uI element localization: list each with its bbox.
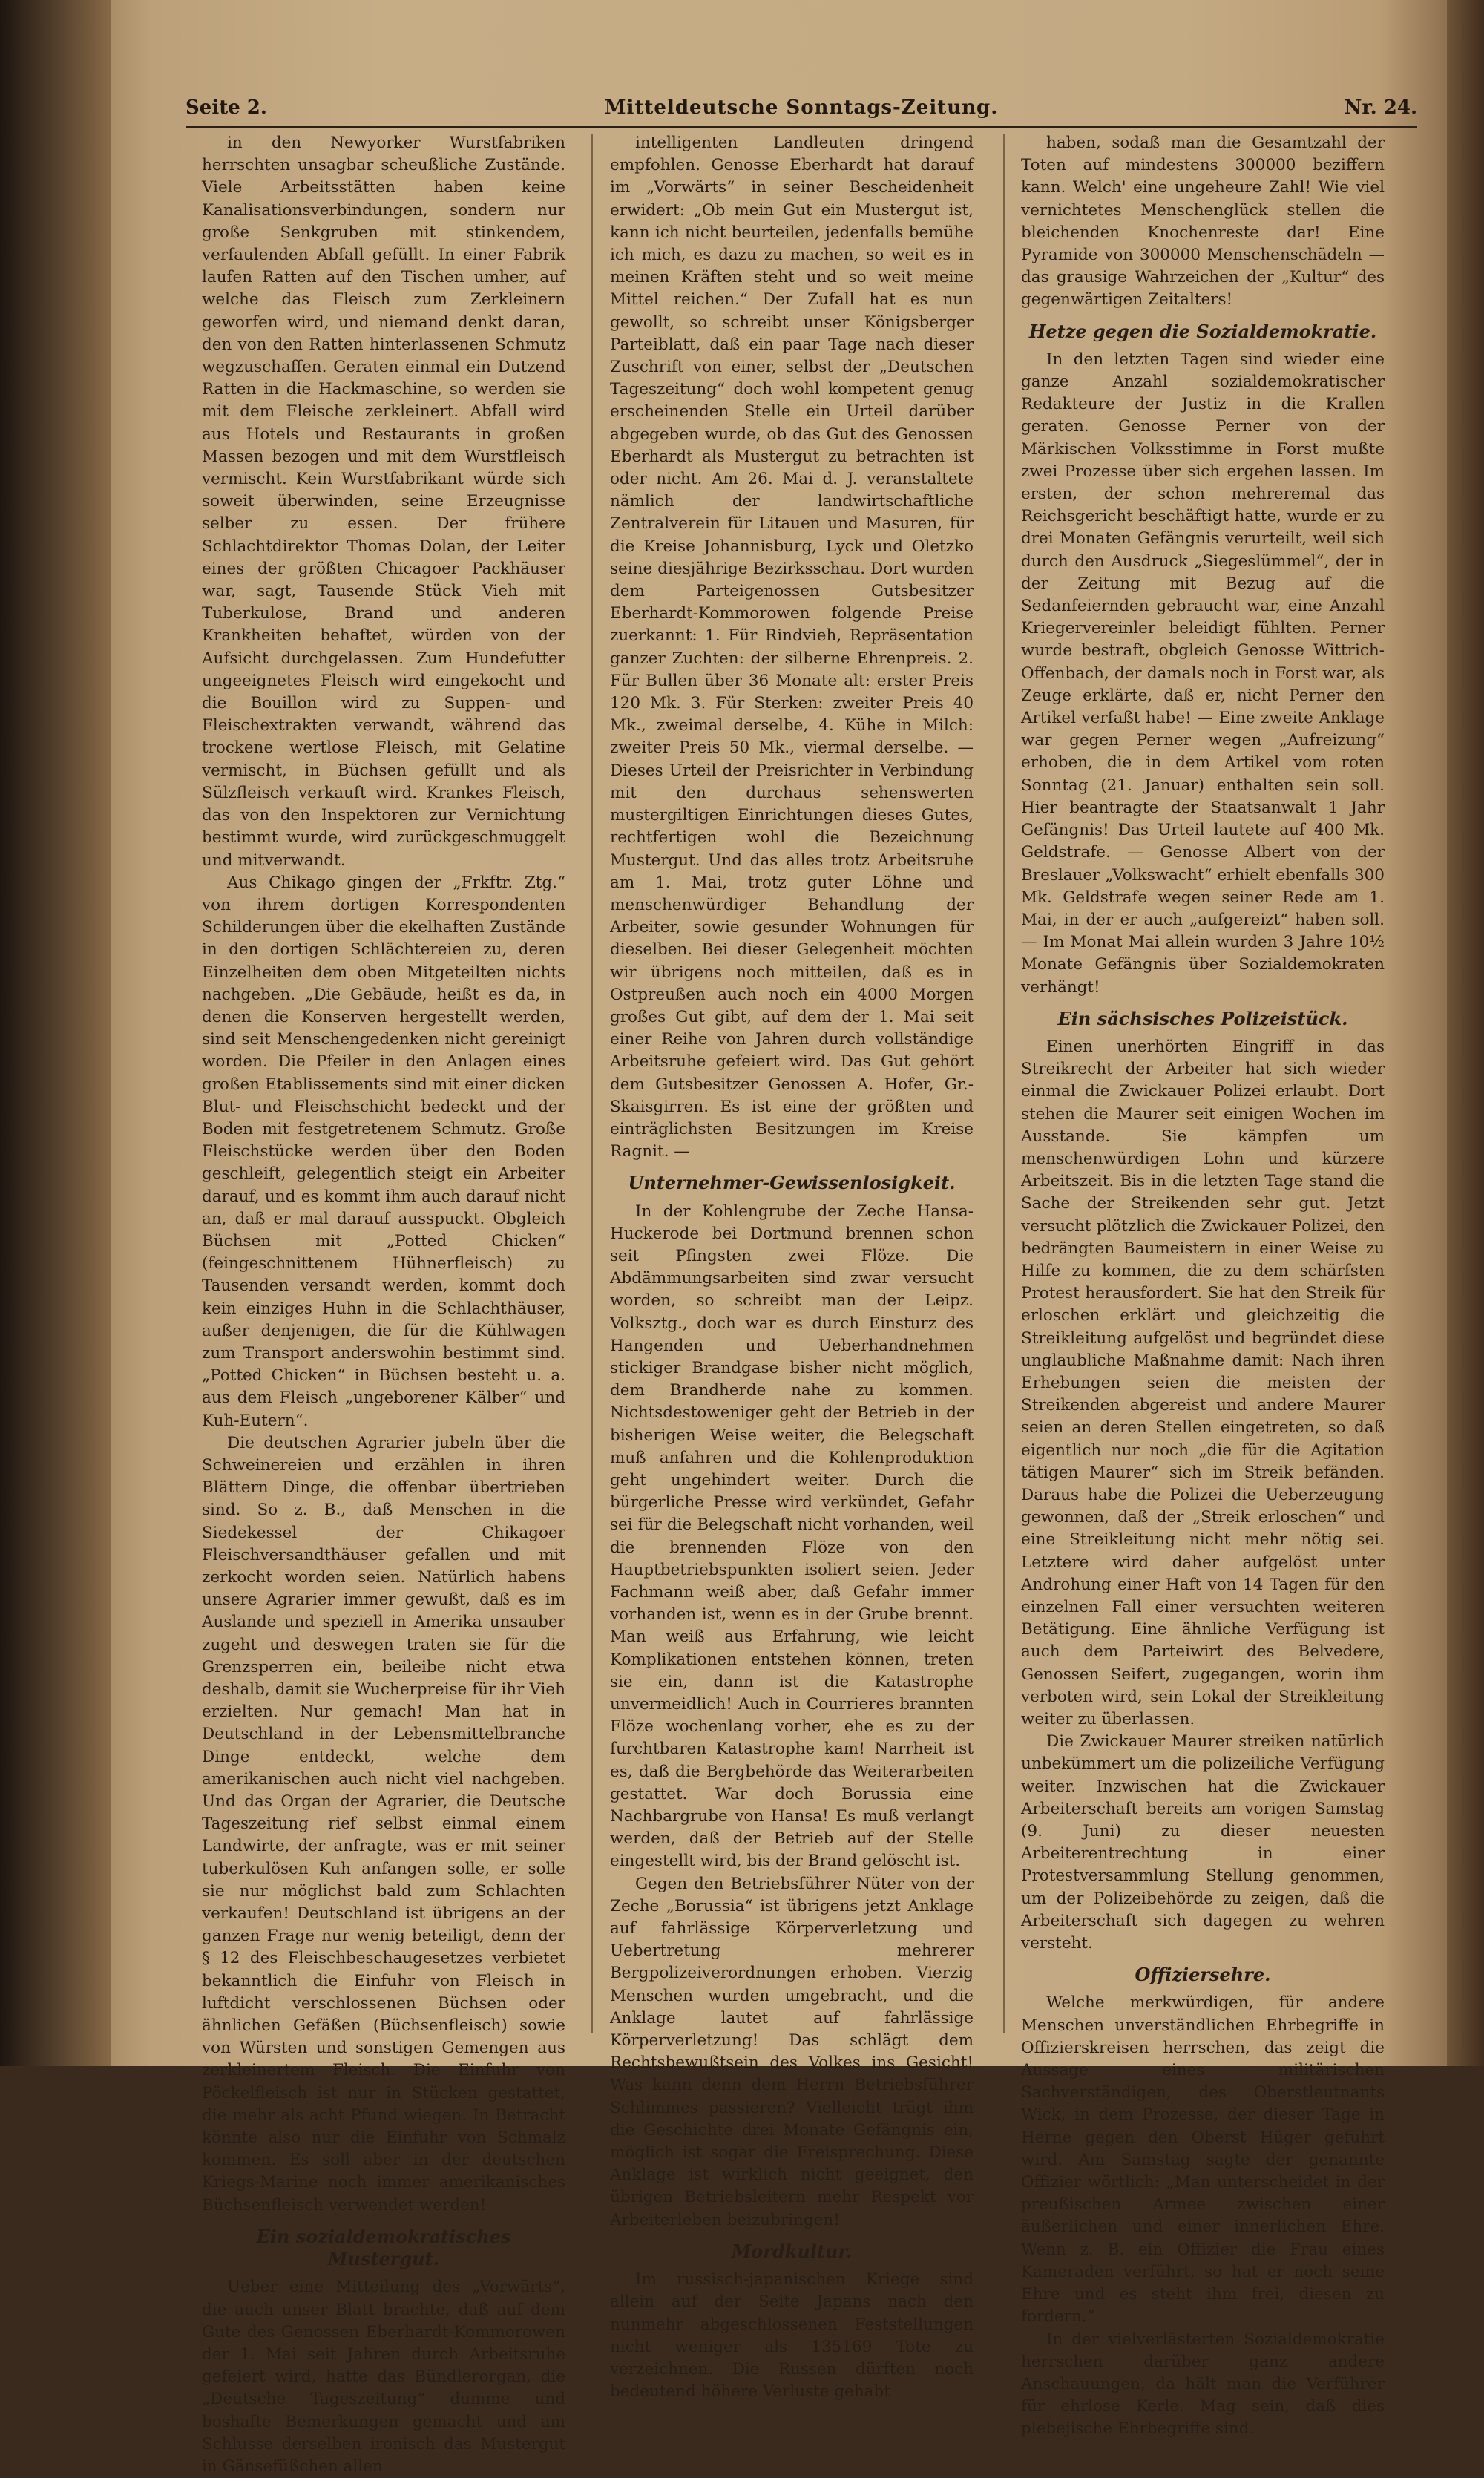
newspaper-title: Mitteldeutsche Sonntags-Zeitung.: [604, 96, 999, 119]
article-paragraph: in den Newyorker Wurstfabriken herrschten unsagbar scheußliche Zustände. Viele Arbeitsstätten haben keine Kanalisationsverbindungen, sondern nur große Senkgruben mit stinkendem, verfaulenden Abfall gefüllt. In einer Fabrik laufen Ratten auf den Tischen umher, auf welche das Fleisch zum Zerkleinern geworfen wird, und niemand denkt daran, den von den Ratten hinterlassenen Schmutz wegzuschaffen. Geraten einmal ein Dutzend Ratten in die Hackmaschine, so werden sie mit dem Fleische zerkleinert. Abfall wird aus Hotels und Restaurants in großen Massen bezogen und mit dem Wurstfleisch vermischt. Kein Wurstfabrikant würde sich soweit überwinden, seine Erzeugnisse selber zu essen. Der frühere Schlachtdirektor Thomas Dolan, der Leiter eines der größten Chicagoer Packhäuser war, sagt, Tausende Stück Vieh mit Tuberkulose, Brand und anderen Krankheiten behaftet, würden von der Aufsicht durchgelassen. Zum Hundefutter ungeeignetes Fleisch wird eingekocht und die Bouillon wird zu Suppen- und Fleischextrakten verwandt, während das trockene wertlose Fleisch, mit Gelatine vermischt, in Büchsen gefüllt und als Sülzfleisch verkauft wird. Krankes Fleisch, das von den Inspektoren zur Vernichtung bestimmt wurde, wird zurückgeschmuggelt und mitverwandt.: [202, 134, 565, 870]
article-headline: Ein sächsisches Polizeistück.: [1057, 1007, 1348, 1029]
article-paragraph: Aus Chikago gingen der „Frkftr. Ztg.“ von ihrem dortigen Korrespondenten Schilderungen über die ekelhaften Zustände in den dortigen Schlächtereien zu, deren Einzelheiten dem oben Mitgeteilten nichts nachgeben. „Die Gebäude, heißt es da, in denen die Konserven hergestellt werden, sind seit Menschengedenken nicht gereinigt worden. Die Pfeiler in den Anlagen eines großen Etablissements sind mit einer dicken Blut- und Fleischschicht bedeckt und der Boden mit festgetretenem Schmutz. Große Fleischstücke werden über den Boden geschleift, gelegentlich steigt ein Arbeiter darauf, und es kommt ihm auch darauf nicht an, daß er mal darauf ausspuckt. Obgleich Büchsen mit „Potted Chicken“ (feingeschnittenem Hühnerfleisch) zu Tausenden versandt werden, kommt doch kein einziges Huhn in die Schlachthäuser, außer denjenigen, die für die Kühlwagen zum Transport anderswohin bestimmt sind. „Potted Chicken“ in Büchsen besteht u. a. aus dem Fleisch „ungeborener Kälber“ und Kuh-Eutern“.: [202, 873, 565, 1430]
article-paragraph: In der Kohlengrube der Zeche Hansa-Huckerode bei Dortmund brennen schon seit Pfingsten zwei Flöze. Die Abdämmungsarbeiten sind zwar versucht worden, so schreibt man der Leipz. Volksztg., doch war es durch Einsturz des Hangenden und Ueberhandnehmen stickiger Brandgase bisher nicht möglich, dem Brandherde nahe zu kommen. Nichtsdestoweniger geht der Betrieb in der bisherigen Weise weiter, die Belegschaft muß anfahren und die Kohlenproduktion geht ungehindert weiter. Durch die bürgerliche Presse wird verkündet, Gefahr sei für die Belegschaft nicht vorhanden, weil die brennenden Flöze von den Hauptbetriebspunkten isoliert seien. Jeder Fachmann weiß aber, daß Gefahr immer vorhanden ist, wenn es in der Grube brennt. Man weiß aus Erfahrung, wie leicht Komplikationen entstehen können, treten sie ein, dann ist die Katastrophe unvermeidlich! Auch in Courrieres brannten Flöze wochenlang vorher, ehe es zu der furchtbaren Katastrophe kam! Narrheit ist es, daß die Bergbehörde das Weiterarbeiten gestattet. War doch Borussia eine Nachbargrube von Hansa! Es muß verlangt werden, daß der Betrieb auf der Stelle eingestellt wird, bis der Brand gelöscht ist.: [610, 1202, 974, 1871]
article-paragraph: In den letzten Tagen sind wieder eine ganze Anzahl sozialdemokratischer Redakteure der Justiz in die Krallen geraten. Genosse Perner von der Märkischen Volksstimme in Forst mußte zwei Prozesse über sich ergehen lassen. Im ersten, der schon mehreremal das Reichsgericht beschäftigt hatte, wurde er zu drei Monaten Gefängnis verurteilt, weil sich durch den Ausdruck „Siegeslümmel“, der in der Zeitung mit Bezug auf die Sedanfeiernden gebraucht war, eine Anzahl Kriegervereinler beleidigt fühlten. Perner wurde bestraft, obgleich Genosse Wittrich-Offenbach, der damals noch in Forst war, als Zeuge erklärte, daß er, nicht Perner den Artikel verfaßt habe! — Eine zweite Anklage war gegen Perner wegen „Aufreizung“ erhoben, die in dem Artikel vom roten Sonntag (21. Januar) enthalten sein soll. Hier beantragte der Staatsanwalt 1 Jahr Gefängnis! Das Urteil lautete auf 400 Mk. Geldstrafe. — Genosse Albert von der Breslauer „Volkswacht“ erhielt ebenfalls 300 Mk. Geldstrafe wegen seiner Rede am 1. Mai, in der er auch „aufgereizt“ haben soll. — Im Monat Mai allein wurden 3 Jahre 10½ Monate Gefängnis über Sozialdemokraten verhängt!: [1021, 350, 1385, 997]
column-divider: [1003, 134, 1005, 2033]
page-header: [186, 96, 1417, 126]
article-headline: Unternehmer-Gewissenlosigkeit.: [628, 1172, 956, 1194]
page-label: Seite 2.: [186, 96, 267, 119]
column-3: [1021, 132, 1385, 2439]
column-1: [202, 132, 565, 2476]
article-paragraph: Die deutschen Agrarier jubeln über die Schweinereien und erzählen in ihren Blättern Dinge, die offenbar übertrieben sind. So z. B., daß Menschen in die Siedekessel der Chikagoer Fleischversandthäuser gefallen und mit zerkocht worden seien. Natürlich habens unsere Agrarier immer gewußt, daß es im Auslande und speziell in Amerika unsauber zugeht und deswegen traten sie für die Grenzsperren ein, beileibe nicht etwa deshalb, damit sie Wucherpreise für ihr Vieh erzielten. Nur gemach! Man hat in Deutschland in der Lebensmittelbranche Dinge entdeckt, welche dem amerikanischen auch nicht viel nachgeben. Und das Organ der Agrarier, die Deutsche Tageszeitung rief selbst einmal einem Landwirte, der anfragte, was er mit seiner tuberkulösen Kuh anfangen solle, er solle sie nur möglichst bald zum Schlachten verkaufen! Deutschland ist übrigens an der ganzen Frage nur wenig beteiligt, denn der § 12 des Fleischbeschaugesetzes verbietet bekanntlich die Einfuhr von Fleisch in luftdicht verschlossenen Büchsen oder ähnlichen Gefäßen (Büchsenfleisch) sowie von Würsten und sonstigen Gemengen aus zerkleinertem Fleisch. Die Einfuhr von Pöckelfleisch ist nur in Stücken gestattet, die mehr als acht Pfund wiegen. In Betracht könnte also nur die Einfuhr von Schmalz kommen. Es soll aber in der deutschen Kriegs-Marine noch immer amerikanisches Büchsenfleisch verwendet werden!: [202, 1433, 565, 2215]
column-divider: [591, 134, 593, 2033]
header-rule: [186, 126, 1417, 128]
article-headline: Ein sozialdemokratisches Mustergut.: [256, 2225, 511, 2270]
article-headline: Mordkultur.: [731, 2240, 853, 2262]
article-paragraph: Welche merkwürdigen, für andere Menschen unverständlichen Ehrbegriffe in Offizierskreisen herrschen, das zeigt die Aussage eines militärischen Sachverständigen, des Oberstleutnants Wick, in dem Prozesse, der dieser Tage in Herne gegen den Oberst Hüger geführt wird. Am Samstag sagte der genannte Offizier wörtlich: „Man unterscheidet in der preußischen Armee zwischen einer äußerlichen und einer innerlichen Ehre. Wenn z. B. ein Offizier die Frau eines Kameraden verführt, so hat er noch seine Ehre und es steht ihm frei, diesen zu fordern.“: [1021, 1993, 1385, 2327]
article-headline: Offiziersehre.: [1135, 1964, 1271, 1986]
article-paragraph: Ueber eine Mitteilung des „Vorwärts“, die auch unser Blatt brachte, daß auf dem Gute des Genossen Eberhardt-Kommorowen der 1. Mai seit Jahren durch Arbeitsruhe gefeiert wird, hatte das Bündlerorgan, die „Deutsche Tageszeitung“ dumme und boshafte Bemerkungen gemacht und am Schlusse derselben ironisch das Mustergut in Gänsefüßchen allen: [202, 2278, 565, 2476]
article-paragraph: Gegen den Betriebsführer Nüter von der Zeche „Borussia“ ist übrigens jetzt Anklage auf fahrlässige Körperverletzung und Uebertretung mehrerer Bergpolizeiverordnungen erhoben. Vierzig Menschen wurden umgebracht, und die Anklage lautet auf fahrlässige Körperverletzung! Das schlägt dem Rechtsbewußtsein des Volkes ins Gesicht! Was kann denn dem Herrn Betriebsführer Schlimmes passieren? Vielleicht trägt ihm die Geschichte drei Monate Gefängnis ein, möglich ist sogar die Freisprechung. Diese Anklage ist wirklich nicht geeignet, den übrigen Betriebsleitern mehr Respekt vor Arbeiterleben beizubringen!: [610, 1874, 974, 2229]
article-headline: Hetze gegen die Sozialdemokratie.: [1028, 320, 1377, 342]
column-2: [610, 132, 974, 2402]
article-paragraph: haben, sodaß man die Gesamtzahl der Toten auf mindestens 300000 beziffern kann. Welch' eine ungeheure Zahl! Wie viel vernichtetes Menschenglück stellen die bleichenden Knochenreste dar! Eine Pyramide von 300000 Menschenschädeln — das grausige Wahrzeichen der „Kultur“ des gegenwärtigen Zeitalters!: [1021, 134, 1385, 309]
issue-number: Nr. 24.: [1344, 96, 1417, 119]
article-paragraph: In der vielverlästerten Sozialdemokratie herrschen darüber ganz andere Anschauungen, da hält man die Verführer für ehrlose Kerle. Mag sein, daß dies plebejische Ehrbegriffe sind.: [1021, 2330, 1385, 2439]
book-edge-right: [1447, 0, 1484, 2066]
article-paragraph: Im russisch-japanischen Kriege sind allein auf der Seite Japans nach den nunmehr abgeschlossenen Feststellungen nicht weniger als 135169 Tote zu verzeichnen. Die Russen dürften noch bedeutend höhere Verluste gehabt: [610, 2270, 974, 2402]
article-paragraph: intelligenten Landleuten dringend empfohlen. Genosse Eberhardt hat darauf im „Vorwärts“ in seiner Bescheidenheit erwidert: „Ob mein Gut ein Mustergut ist, kann ich nicht beurteilen, jedenfalls bemühe ich mich, es dazu zu machen, so weit es in meinen Kräften steht und so weit meine Mittel reichen.“ Der Zufall hat es nun gewollt, so schreibt unser Königsberger Parteiblatt, daß ein paar Tage nach dieser Zuschrift von einer, selbst der „Deutschen Tageszeitung“ doch wohl kompetent genug erscheinenden Stelle ein Urteil darüber abgegeben wurde, ob das Gut des Genossen Eberhardt als Mustergut zu betrachten ist oder nicht. Am 26. Mai d. J. veranstaltete nämlich der landwirtschaftliche Zentralverein für Litauen und Masuren, für die Kreise Johannisburg, Lyck und Oletzko seine diesjährige Bezirksschau. Dort wurden dem Parteigenossen Gutsbesitzer Eberhardt-Kommorowen folgende Preise zuerkannt: 1. Für Rindvieh, Repräsentation ganzer Zuchten: der silberne Ehrenpreis. 2. Für Bullen über 36 Monate alt: erster Preis 120 Mk. 3. Für Sterken: zweiter Preis 40 Mk., zweimal derselbe, 4. Kühe in Milch: zweiter Preis 50 Mk., viermal derselbe. — Dieses Urteil der Preisrichter in Verbindung mit den durchaus sehenswerten mustergiltigen Einrichtungen dieses Gutes, rechtfertigen wohl die Bezeichnung Mustergut. Und das alles trotz Arbeitsruhe am 1. Mai, trotz guter Löhne und menschenwürdiger Behandlung der Arbeiter, sowie gesunder Wohnungen für dieselben. Bei dieser Gelegenheit möchten wir übrigens noch mitteilen, daß es in Ostpreußen auch noch ein 4000 Morgen großes Gut gibt, auf dem der 1. Mai seit einer Reihe von Jahren durch vollständige Arbeitsruhe gefeiert wird. Das Gut gehört dem Gutsbesitzer Genossen A. Hofer, Gr.-Skaisgirren. Es ist eine der größten und einträglichsten Besitzungen im Kreise Ragnit. —: [610, 134, 974, 1161]
book-binding-left: [0, 0, 111, 2066]
article-paragraph: Einen unerhörten Eingriff in das Streikrecht der Arbeiter hat sich wieder einmal die Zwickauer Polizei erlaubt. Dort stehen die Maurer seit einigen Wochen im Ausstande. Sie kämpfen um menschenwürdigen Lohn und kürzere Arbeitszeit. Bis in die letzten Tage stand die Sache der Streikenden sehr gut. Jetzt versucht plötzlich die Zwickauer Polizei, den bedrängten Baumeistern in einer Weise zu Hilfe zu kommen, die zu dem schärfsten Protest herausfordert. Sie hat den Streik für erloschen erklärt und gleichzeitig die Streikleitung aufgelöst und begründet diese unglaubliche Maßnahme damit: Nach ihren Erhebungen seien die meisten der Streikenden abgereist und andere Maurer seien an deren Stellen eingetreten, so daß eigentlich nur noch „die für die Agitation tätigen Maurer“ sich im Streik befänden. Daraus habe die Polizei die Ueberzeugung gewonnen, daß der „Streik erloschen“ und eine Streikleitung nicht mehr nötig sei. Letztere wird daher aufgelöst unter Androhung einer Haft von 14 Tagen für den einzelnen Fall einer versuchten weiteren Betätigung. Eine ähnliche Verfügung ist auch dem Parteiwirt des Belvedere, Genossen Seifert, zugegangen, worin ihm verboten wird, sein Lokal der Streikleitung weiter zu überlassen.: [1021, 1037, 1385, 1729]
article-paragraph: Die Zwickauer Maurer streiken natürlich unbekümmert um die polizeiliche Verfügung weiter. Inzwischen hat die Zwickauer Arbeiterschaft bereits am vorigen Samstag (9. Juni) zu dieser neuesten Arbeiterentrechtung in einer Protestversammlung Stellung genommen, um der Polizeibehörde zu zeigen, daß die Arbeiterschaft sich dagegen zu wehren versteht.: [1021, 1732, 1385, 1953]
